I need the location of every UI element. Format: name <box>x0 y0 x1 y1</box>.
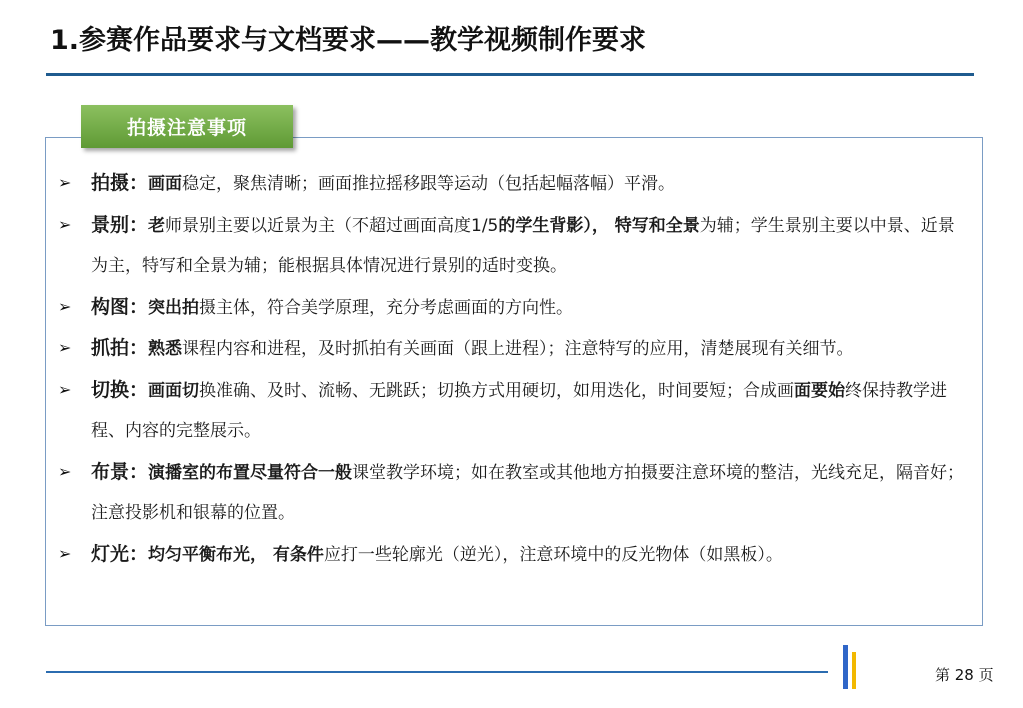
arrowhead-bullet-icon: ➢ <box>58 338 72 357</box>
item-emphasis: 面要始 <box>794 380 846 401</box>
list-item-shooting <box>58 163 970 205</box>
list-item-switching <box>58 370 970 452</box>
arrowhead-bullet-icon: ➢ <box>58 379 72 399</box>
list-item-framing <box>58 205 970 287</box>
item-emphasis: 演播室的布置尽量符合一般 <box>148 462 353 483</box>
item-heading: 布景： <box>91 460 149 483</box>
section-tag: 拍摄注意事项 <box>81 105 293 148</box>
item-text: 摄主体，符合美学原理，充分考虑画面的方向性。 <box>199 297 574 318</box>
item-emphasis: 的学生背影）， 特写和全景 <box>498 215 700 236</box>
arrowhead-bullet-icon: ➢ <box>58 214 72 234</box>
item-heading: 拍摄： <box>91 172 149 194</box>
list-item-set <box>58 452 970 534</box>
bullet-list <box>58 163 970 575</box>
item-text: 师景别主要以近景为主（不超过画面高度1/5 <box>165 215 499 236</box>
list-item-composition <box>58 287 970 329</box>
item-text: 应打一些轮廓光（逆光），注意环境中的反光物体（如黑板）。 <box>323 544 783 565</box>
page-title: 1.参赛作品要求与文档要求——教学视频制作要求 <box>50 25 647 56</box>
accent-bar-yellow <box>852 652 856 689</box>
item-emphasis: 突出拍 <box>148 297 200 318</box>
footer-rule <box>46 671 828 673</box>
accent-bar-blue <box>843 645 848 689</box>
arrowhead-bullet-icon: ➢ <box>58 461 72 481</box>
item-text: 课堂教学环境；如在教室或其他地方拍摄要注意环境的整洁，光线充足，隔音好；注意投影机和银幕的位置。 <box>91 462 965 523</box>
item-emphasis: 老 <box>148 215 166 236</box>
item-heading: 景别： <box>91 213 149 236</box>
arrowhead-bullet-icon: ➢ <box>58 296 72 316</box>
page-number: 第 28 页 <box>935 666 994 684</box>
item-text: 换准确、及时、流畅、无跳跃；切换方式用硬切，如用迭化，时间要短；合成画 <box>199 380 795 401</box>
arrowhead-bullet-icon: ➢ <box>58 543 72 563</box>
item-heading: 灯光： <box>91 542 149 565</box>
item-emphasis: 熟悉 <box>148 339 183 359</box>
item-text: 课程内容和进程，及时抓拍有关画面（跟上进程）；注意特写的应用，清楚展现有关细节。 <box>182 339 854 359</box>
item-text: 为辅；学生景别主要以中景、近景为主，特写和全景为辅；能根据具体情况进行景别的适时变换。 <box>91 215 955 276</box>
list-item-capture <box>58 328 970 370</box>
title-underline <box>46 73 974 76</box>
item-text: 终保持教学进程、内容的完整展示。 <box>91 380 948 441</box>
item-text: 稳定，聚焦清晰；画面推拉摇移跟等运动（包括起幅落幅）平滑。 <box>182 174 676 194</box>
item-heading: 抓拍： <box>91 337 149 359</box>
item-emphasis: 均匀平衡布光， 有条件 <box>148 544 324 565</box>
item-emphasis: 画面 <box>148 174 183 194</box>
item-heading: 切换： <box>91 378 149 401</box>
item-heading: 构图： <box>91 295 149 318</box>
item-emphasis: 画面切 <box>148 380 200 401</box>
arrowhead-bullet-icon: ➢ <box>58 173 72 192</box>
list-item-lighting <box>58 534 970 576</box>
